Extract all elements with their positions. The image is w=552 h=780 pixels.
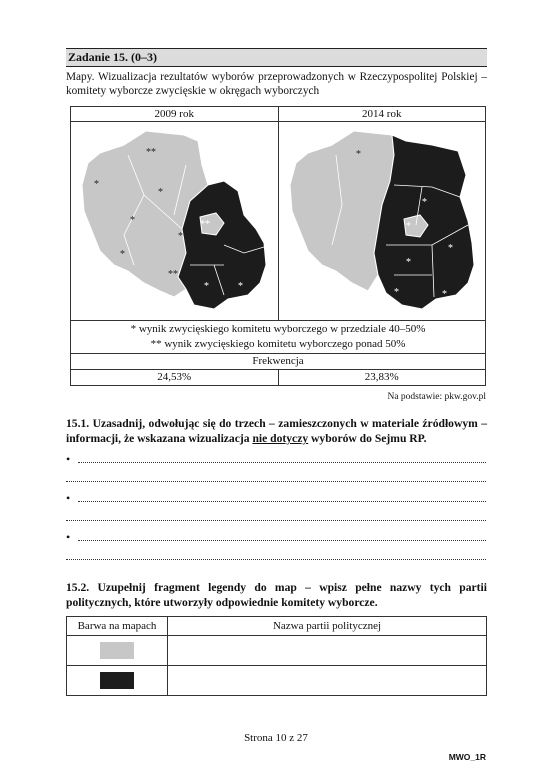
turnout-label: Frekwencja (71, 354, 486, 370)
question-15-2 (66, 580, 487, 610)
black-swatch (100, 672, 134, 689)
answer-line-2b[interactable] (66, 519, 486, 521)
question-15-1-text-a: Uzasadnij, odwołując się do trzech – zamieszczonych w materiale źródłowym – informacji, że wskazana wizualizacja (66, 417, 488, 445)
svg-text:*: * (158, 186, 164, 198)
map-2009 (74, 125, 274, 315)
svg-text:*: * (204, 280, 210, 292)
light-gray-swatch (100, 642, 134, 659)
answer-line-1b[interactable] (66, 480, 486, 482)
svg-text:*: * (120, 248, 126, 260)
svg-text:*: * (441, 288, 447, 300)
question-15-2-text: Uzupełnij fragment legendy do map – wpisz pełne nazwy tych partii politycznych, które utworzyły odpowiednie komitety wyborcze. (66, 581, 487, 609)
svg-text:*: * (405, 220, 411, 232)
turnout-left: 24,53% (71, 370, 279, 386)
page-number: Strona 10 z 27 (244, 732, 308, 744)
answer-line-3a[interactable] (78, 539, 486, 541)
year-right: 2014 rok (278, 107, 486, 122)
svg-text:**: ** (200, 218, 211, 230)
intro-text: Mapy. Wizualizacja rezultatów wyborów przeprowadzonych w Rzeczypospolitej Polskiej – komitety wyborcze zwycięskie w okręgach wyborczych (66, 71, 487, 97)
legend-row-light-name[interactable] (168, 636, 487, 666)
answer-line-1a[interactable] (78, 461, 486, 463)
svg-text:*: * (130, 214, 136, 226)
bullet-3: • (66, 530, 71, 544)
svg-text:*: * (178, 230, 184, 242)
maps-table (70, 106, 486, 386)
task-header (66, 48, 487, 67)
map-2014 (282, 125, 482, 315)
svg-text:*: * (238, 280, 244, 292)
question-15-1-underlined: nie dotyczy (252, 432, 309, 445)
map-2009-cell (71, 122, 279, 321)
year-left: 2009 rok (71, 107, 279, 122)
svg-text:*: * (393, 286, 399, 298)
legend-col-color: Barwa na mapach (67, 617, 168, 636)
note-1: * wynik zwycięskiego komitetu wyborczego w przedziale 40–50% (130, 323, 426, 335)
legend-row-dark-color (67, 666, 168, 696)
notes-cell (71, 321, 486, 354)
bullet-1: • (66, 452, 71, 466)
question-15-1-number: 15.1. (66, 417, 90, 430)
svg-text:**: ** (168, 268, 179, 280)
task-title: Zadanie 15. (0–3) (68, 50, 158, 64)
turnout-right: 23,83% (278, 370, 486, 386)
legend-row-light-color (67, 636, 168, 666)
legend-table (66, 616, 487, 696)
answer-line-3b[interactable] (66, 558, 486, 560)
bullet-2: • (66, 491, 71, 505)
source-note: Na podstawie: pkw.gov.pl (387, 392, 486, 402)
map-2014-cell (278, 122, 486, 321)
svg-text:*: * (447, 242, 453, 254)
svg-text:*: * (94, 178, 100, 190)
question-15-2-number: 15.2. (66, 581, 90, 594)
answer-line-2a[interactable] (78, 500, 486, 502)
svg-text:*: * (421, 196, 427, 208)
exam-code: MWO_1R (448, 752, 486, 762)
legend-row-dark-name[interactable] (168, 666, 487, 696)
svg-text:**: ** (146, 146, 157, 158)
svg-text:*: * (355, 148, 361, 160)
note-2: ** wynik zwycięskiego komitetu wyborczego ponad 50% (150, 338, 406, 350)
legend-col-name: Nazwa partii politycznej (168, 617, 487, 636)
question-15-1-text-b: wyborów do Sejmu RP. (308, 432, 427, 445)
svg-text:*: * (405, 256, 411, 268)
question-15-1 (66, 416, 487, 446)
